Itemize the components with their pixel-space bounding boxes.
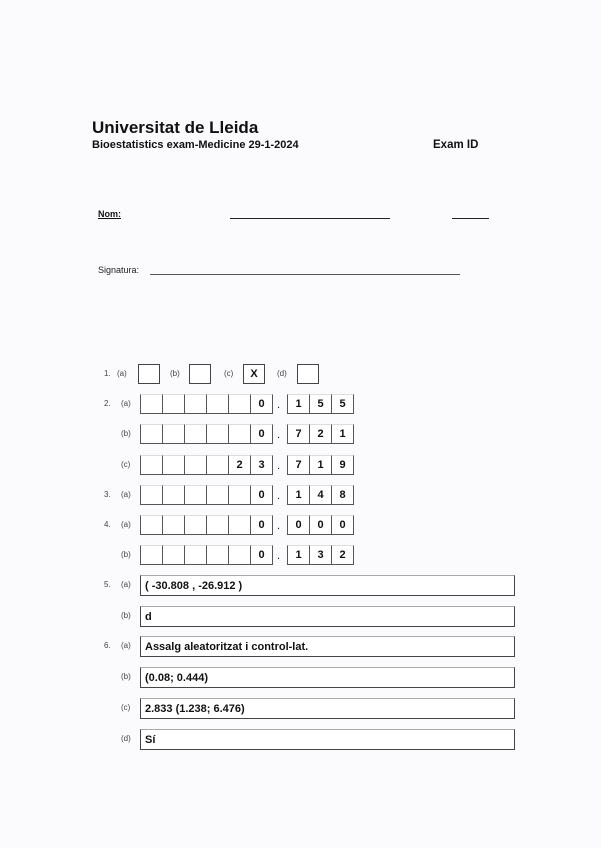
decimal-digit-box[interactable]: 3 bbox=[309, 545, 332, 565]
integer-digit-box[interactable]: 0 bbox=[250, 394, 273, 414]
option-label: (d) bbox=[277, 369, 287, 378]
exam-id-label: Exam ID bbox=[433, 139, 479, 151]
answer-text-box[interactable]: ( -30.808 , -26.912 ) bbox=[140, 575, 515, 596]
decimal-point: . bbox=[277, 429, 281, 441]
decimal-point: . bbox=[277, 550, 281, 562]
answer-checkbox[interactable] bbox=[297, 364, 319, 384]
integer-digit-box[interactable] bbox=[184, 545, 207, 565]
option-label: (b) bbox=[170, 369, 180, 378]
integer-digit-box[interactable] bbox=[228, 485, 251, 505]
integer-digit-box[interactable] bbox=[228, 515, 251, 535]
integer-digit-box[interactable] bbox=[228, 545, 251, 565]
decimal-digit-box[interactable]: 5 bbox=[309, 394, 332, 414]
integer-digit-box[interactable] bbox=[162, 545, 185, 565]
integer-digit-box[interactable] bbox=[206, 394, 229, 414]
name-line[interactable] bbox=[230, 218, 390, 219]
integer-digit-box[interactable] bbox=[228, 394, 251, 414]
option-label: (c) bbox=[224, 369, 234, 378]
answer-checkbox[interactable]: X bbox=[243, 364, 265, 384]
decimal-digit-box[interactable]: 0 bbox=[309, 515, 332, 535]
integer-digit-box[interactable] bbox=[206, 515, 229, 535]
subquestion-label: (c) bbox=[121, 703, 131, 712]
decimal-digit-box[interactable]: 7 bbox=[287, 424, 310, 444]
decimal-digit-box[interactable]: 0 bbox=[331, 515, 354, 535]
subquestion-label: (a) bbox=[121, 520, 131, 529]
name-line-end bbox=[452, 218, 489, 219]
decimal-digit-box[interactable]: 5 bbox=[331, 394, 354, 414]
integer-digit-box[interactable] bbox=[206, 485, 229, 505]
integer-digit-box[interactable] bbox=[206, 424, 229, 444]
decimal-digit-box[interactable]: 7 bbox=[287, 455, 310, 475]
decimal-point: . bbox=[277, 399, 281, 411]
integer-digit-box[interactable] bbox=[206, 455, 229, 475]
decimal-digit-box[interactable]: 1 bbox=[331, 424, 354, 444]
decimal-digit-box[interactable]: 1 bbox=[287, 545, 310, 565]
question-number: 4. bbox=[104, 520, 111, 529]
decimal-digit-box[interactable]: 9 bbox=[331, 455, 354, 475]
decimal-point: . bbox=[277, 460, 281, 472]
decimal-digit-box[interactable]: 1 bbox=[287, 485, 310, 505]
question-number: 6. bbox=[104, 641, 111, 650]
answer-checkbox[interactable] bbox=[189, 364, 211, 384]
decimal-digit-box[interactable]: 8 bbox=[331, 485, 354, 505]
decimal-digit-box[interactable]: 0 bbox=[287, 515, 310, 535]
subquestion-label: (c) bbox=[121, 460, 131, 469]
subquestion-label: (b) bbox=[121, 611, 131, 620]
signature-line[interactable] bbox=[150, 274, 460, 275]
question-number: 5. bbox=[104, 580, 111, 589]
answer-text-box[interactable]: Sí bbox=[140, 729, 515, 750]
integer-digit-box[interactable] bbox=[140, 455, 163, 475]
question-number: 3. bbox=[104, 490, 111, 499]
university-title: Universitat de Lleida bbox=[92, 118, 259, 137]
integer-digit-box[interactable] bbox=[206, 545, 229, 565]
answer-text-box[interactable]: 2.833 (1.238; 6.476) bbox=[140, 698, 515, 719]
subquestion-label: (b) bbox=[121, 672, 131, 681]
decimal-digit-box[interactable]: 4 bbox=[309, 485, 332, 505]
integer-digit-box[interactable] bbox=[140, 424, 163, 444]
integer-digit-box[interactable] bbox=[140, 515, 163, 535]
subquestion-label: (a) bbox=[121, 641, 131, 650]
integer-digit-box[interactable] bbox=[184, 485, 207, 505]
answer-text-box[interactable]: d bbox=[140, 606, 515, 627]
subquestion-label: (a) bbox=[121, 580, 131, 589]
signature-label: Signatura: bbox=[98, 265, 140, 275]
subquestion-label: (b) bbox=[121, 429, 131, 438]
question-number: 1. bbox=[104, 369, 111, 378]
integer-digit-box[interactable]: 0 bbox=[250, 485, 273, 505]
question-number: 2. bbox=[104, 399, 111, 408]
decimal-digit-box[interactable]: 1 bbox=[309, 455, 332, 475]
integer-digit-box[interactable] bbox=[184, 455, 207, 475]
subquestion-label: (d) bbox=[121, 734, 131, 743]
integer-digit-box[interactable] bbox=[162, 485, 185, 505]
integer-digit-box[interactable] bbox=[140, 485, 163, 505]
integer-digit-box[interactable] bbox=[228, 424, 251, 444]
name-label: Nom: bbox=[98, 209, 121, 219]
integer-digit-box[interactable] bbox=[184, 394, 207, 414]
integer-digit-box[interactable]: 0 bbox=[250, 545, 273, 565]
answer-checkbox[interactable] bbox=[138, 364, 160, 384]
decimal-digit-box[interactable]: 2 bbox=[309, 424, 332, 444]
answer-text-box[interactable]: Assalg aleatoritzat i control-lat. bbox=[140, 636, 515, 657]
exam-subtitle: Bioestatistics exam-Medicine 29-1-2024 bbox=[92, 139, 299, 151]
answer-text-box[interactable]: (0.08; 0.444) bbox=[140, 667, 515, 688]
integer-digit-box[interactable] bbox=[162, 515, 185, 535]
integer-digit-box[interactable]: 3 bbox=[250, 455, 273, 475]
decimal-point: . bbox=[277, 520, 281, 532]
option-label: (a) bbox=[117, 369, 127, 378]
integer-digit-box[interactable] bbox=[140, 545, 163, 565]
integer-digit-box[interactable] bbox=[184, 424, 207, 444]
integer-digit-box[interactable] bbox=[140, 394, 163, 414]
integer-digit-box[interactable]: 0 bbox=[250, 424, 273, 444]
subquestion-label: (a) bbox=[121, 399, 131, 408]
subquestion-label: (b) bbox=[121, 550, 131, 559]
integer-digit-box[interactable] bbox=[184, 515, 207, 535]
integer-digit-box[interactable] bbox=[162, 394, 185, 414]
integer-digit-box[interactable] bbox=[162, 455, 185, 475]
decimal-point: . bbox=[277, 490, 281, 502]
subquestion-label: (a) bbox=[121, 490, 131, 499]
decimal-digit-box[interactable]: 1 bbox=[287, 394, 310, 414]
decimal-digit-box[interactable]: 2 bbox=[331, 545, 354, 565]
integer-digit-box[interactable] bbox=[162, 424, 185, 444]
integer-digit-box[interactable]: 2 bbox=[228, 455, 251, 475]
integer-digit-box[interactable]: 0 bbox=[250, 515, 273, 535]
